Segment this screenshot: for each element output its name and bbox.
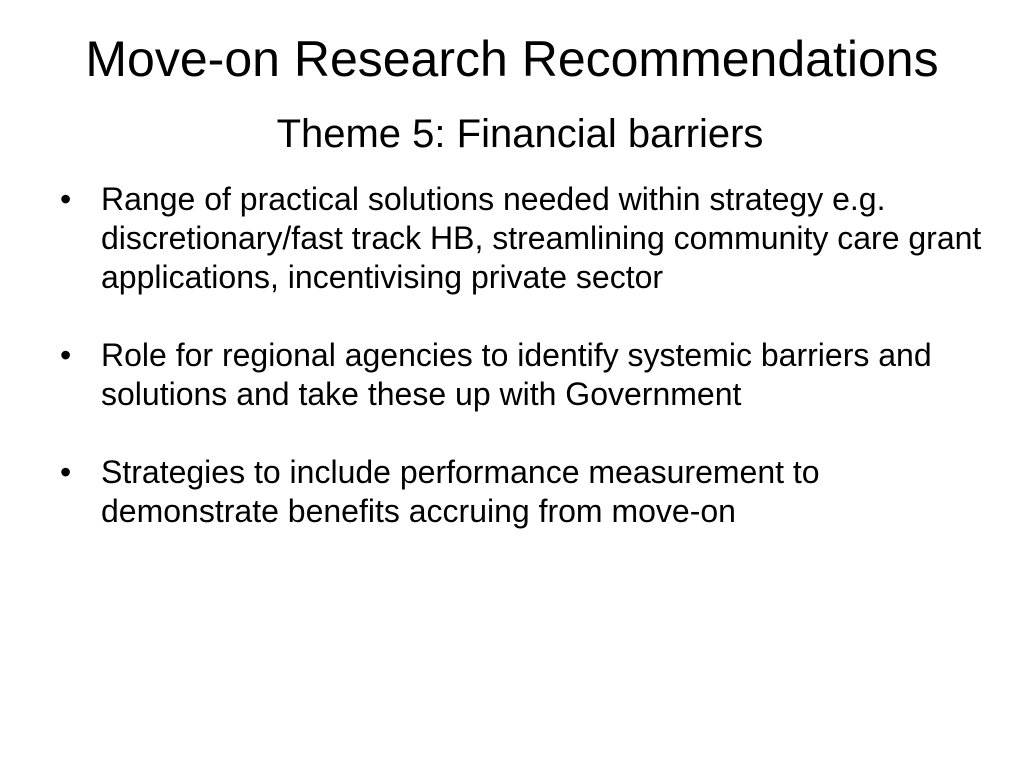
slide-subtitle: Theme 5: Financial barriers [276,112,764,156]
bullet-item [60,180,990,297]
bullet-list [60,180,990,570]
slide-title: Move-on Research Recommendations [85,31,939,87]
bullet-icon: • [60,454,72,490]
bullet-item [60,336,990,414]
bullet-text: Range of practical solutions needed within strategy e.g. discretionary/fast track HB, streamlining community care grant applications, incentivising private sector [101,181,982,295]
bullet-icon: • [60,337,72,373]
bullet-text: Role for regional agencies to identify systemic barriers and solutions and take these up with Government [101,337,932,412]
bullet-item [60,453,990,531]
bullet-text: Strategies to include performance measurement to demonstrate benefits accruing from move-on [101,454,820,529]
bullet-icon: • [60,181,72,217]
